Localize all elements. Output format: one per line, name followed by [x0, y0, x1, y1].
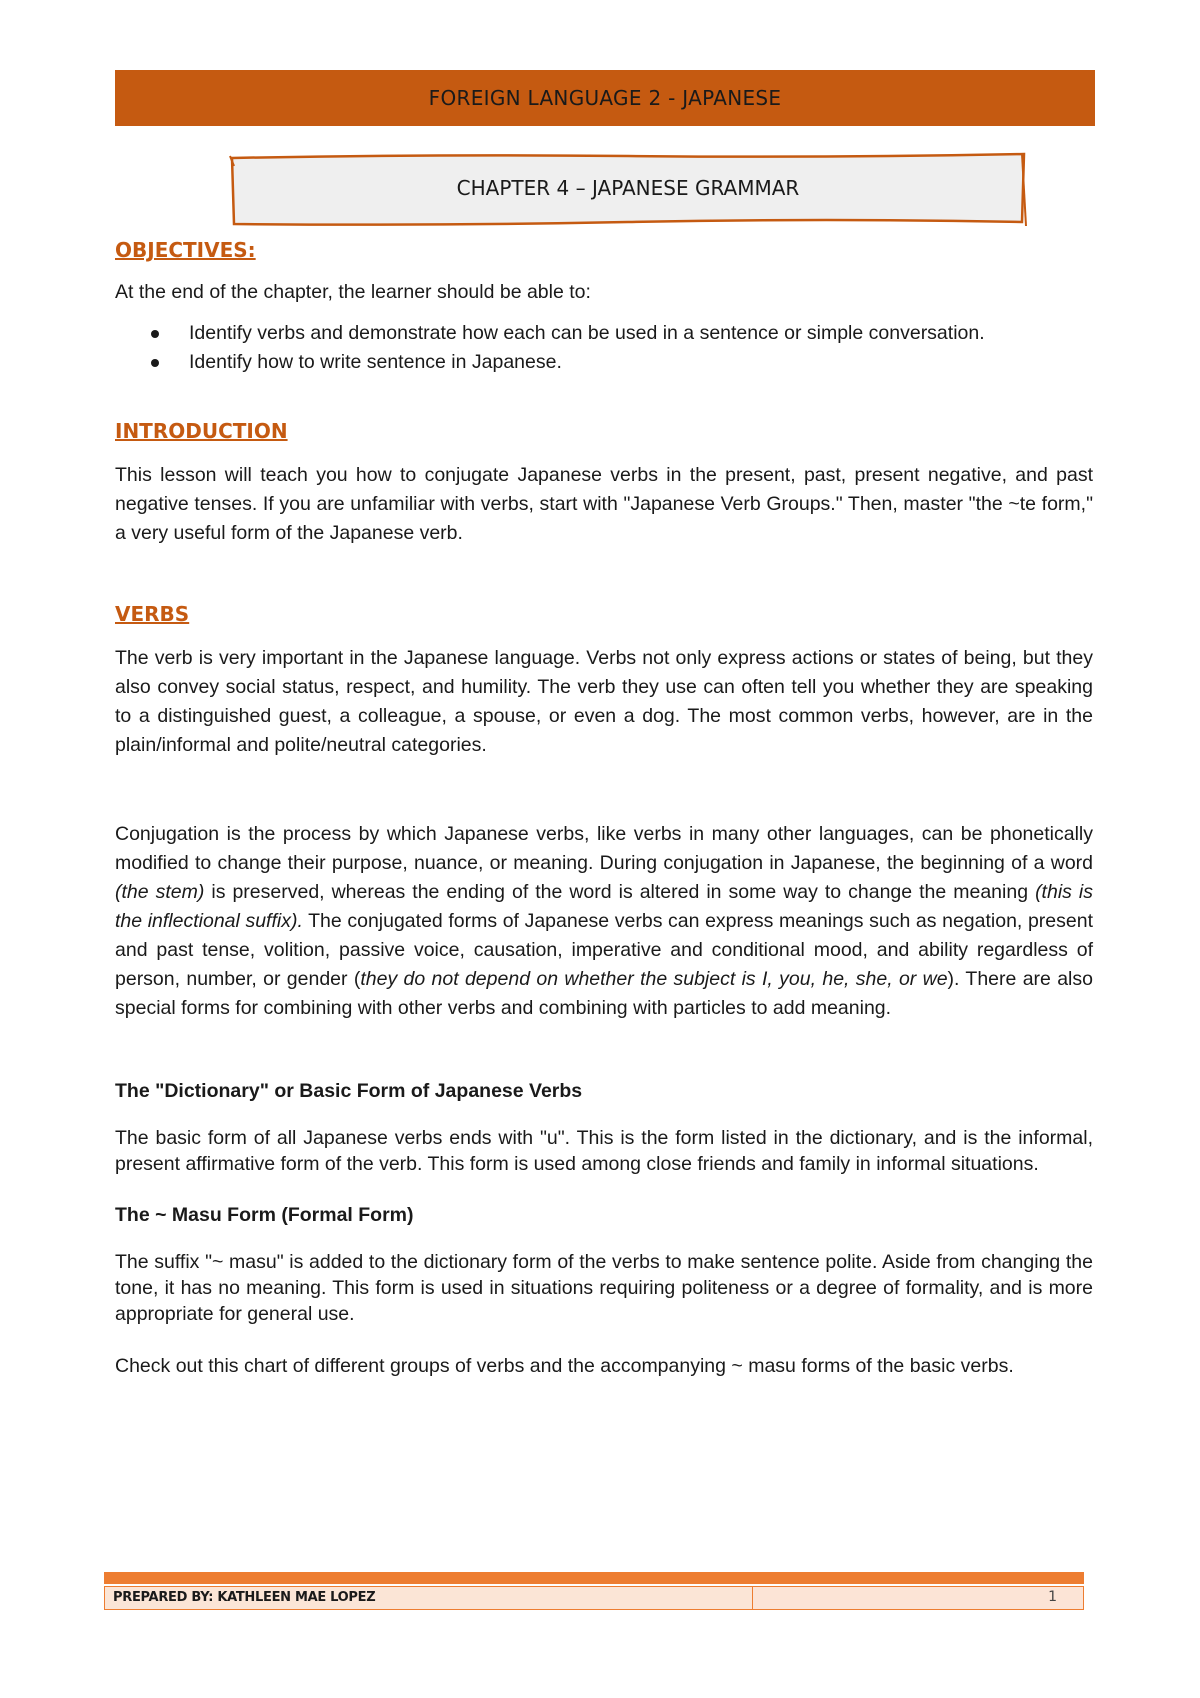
- text-run: Conjugation is the process by which Japanese verbs, like verbs in many other languages, can be phonetically modified to change their purpose, nuance, or meaning. During conjugation in Japanese, the beginning of a word: [115, 823, 1093, 874]
- text-run: The conjugated forms of Japanese verbs can express meanings such as negation, present and past tense, volition, passive voice, causation, imperative and conditional mood, and ability regardless of person, number, or gender (: [115, 910, 1093, 990]
- italic-text-run: they do not depend on whether the subject is I, you, he, she, or we: [360, 968, 948, 990]
- objective-text: Identify how to write sentence in Japanese.: [189, 351, 562, 373]
- text-run: ). There are also special forms for combining with other verbs and combining with particles to add meaning.: [115, 968, 1093, 1019]
- page-number: 1: [1048, 1589, 1057, 1605]
- verbs-heading: VERBS: [115, 602, 190, 626]
- bullet-icon: [151, 359, 159, 367]
- introduction-text: This lesson will teach you how to conjugate Japanese verbs in the present, past, present negative, and past negative tenses. If you are unfamiliar with verbs, start with "Japanese Verb Groups." Then, master "the ~te form," a very useful form of the Japanese verb.: [115, 464, 1093, 544]
- dictionary-form-text: The basic form of all Japanese verbs ends with "u". This is the form listed in the dictionary, and is the informal, present affirmative form of the verb. This form is used among close friends and family in informal situations.: [115, 1127, 1093, 1175]
- italic-text-run: (the stem): [115, 881, 205, 903]
- footer-accent-bar: [104, 1572, 1084, 1584]
- list-item: [115, 348, 1093, 377]
- list-item: [115, 319, 1093, 348]
- main-content: [115, 236, 1093, 1379]
- course-title-banner: FOREIGN LANGUAGE 2 - JAPANESE: [115, 70, 1095, 126]
- objectives-intro: At the end of the chapter, the learner should be able to:: [115, 281, 591, 303]
- chart-note-text: Check out this chart of different groups of verbs and the accompanying ~ masu forms of the basic verbs.: [115, 1355, 1014, 1377]
- prepared-by-label: PREPARED BY: KATHLEEN MAE LOPEZ: [105, 1587, 753, 1609]
- introduction-heading: INTRODUCTION: [115, 419, 288, 443]
- italic-text-run: (this is the inflectional suffix).: [115, 881, 1093, 932]
- page-footer: [104, 1586, 1084, 1610]
- objectives-heading: OBJECTIVES:: [115, 238, 256, 262]
- chapter-title: CHAPTER 4 – JAPANESE GRAMMAR: [456, 176, 800, 200]
- verbs-paragraph-1: The verb is very important in the Japanese language. Verbs not only express actions or states of being, but they also convey social status, respect, and humility. The verb they use can often tell you whether they are speaking to a distinguished guest, a colleague, a spouse, or even a dog. The most common verbs, however, are in the plain/informal and polite/neutral categories.: [115, 647, 1093, 756]
- objective-text: Identify verbs and demonstrate how each can be used in a sentence or simple conversation.: [189, 322, 985, 344]
- bullet-icon: [151, 330, 159, 338]
- masu-form-text: The suffix "~ masu" is added to the dictionary form of the verbs to make sentence polite. Aside from changing the tone, it has no meaning. This form is used in situations requiring politeness or a degree of formality, and is more appropriate for general use.: [115, 1251, 1093, 1325]
- verbs-paragraph-2: [115, 820, 1093, 1023]
- masu-form-heading: The ~ Masu Form (Formal Form): [115, 1204, 414, 1226]
- dictionary-form-heading: The "Dictionary" or Basic Form of Japanese Verbs: [115, 1080, 583, 1102]
- objectives-list: [115, 319, 1093, 377]
- text-run: is preserved, whereas the ending of the word is altered in some way to change the meaning: [204, 881, 1036, 903]
